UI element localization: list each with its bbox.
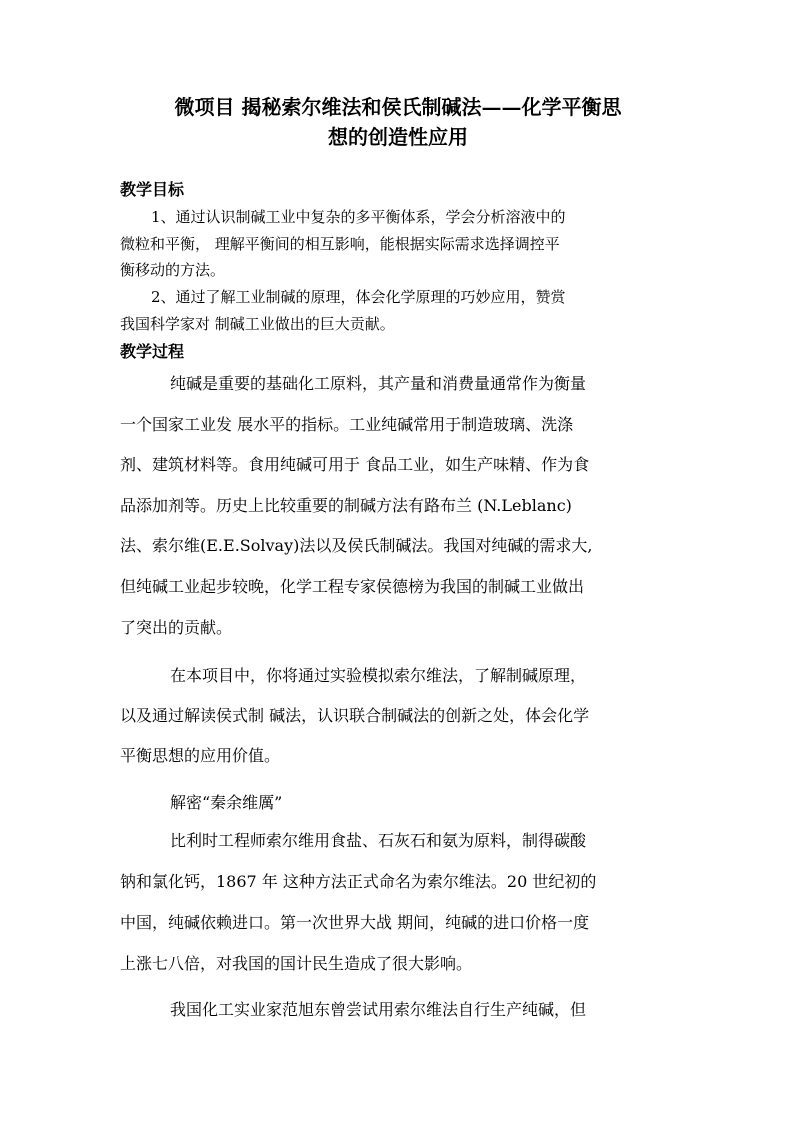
para2-line-2: 以及通过解读侯式制 碱法，认识联合制碱法的创新之处，体会化学 (120, 706, 590, 725)
para1-line-6: 但纯碱工业起步较晚，化学工程专家侯德榜为我国的制碱工业做出 (120, 577, 585, 596)
para1-line-4: 品添加剂等。历史上比较重要的制碱方法有路布兰 (N.Leblanc) (120, 496, 572, 515)
para3-line-4: 上涨七八倍，对我国的国计民生造成了很大影响。 (120, 954, 473, 973)
para1-line-5: 法、索尔维(E.E.Solvay)法以及侯氏制碱法。我国对纯碱的需求大, (120, 536, 593, 555)
process-heading: 教学过程 (120, 342, 185, 361)
section-subheading: 解密“秦余维厲” (170, 793, 283, 812)
para1-line-3: 剂、建筑材料等。食用纯碱可用于 食品工业，如生产味精、作为食 (120, 455, 590, 474)
goal-1-line-1: 1、通过认识制碱工业中复杂的多平衡体系，学会分析溶液中的 (151, 208, 566, 226)
document-title (118, 92, 678, 152)
para1-line-1: 纯碱是重要的基础化工原料，其产量和消费量通常作为衡量 (170, 374, 587, 393)
para3-line-1: 比利时工程师索尔维用食盐、石灰石和氨为原料，制得碳酸 (170, 831, 587, 850)
title-line-1: 微项目 揭秘索尔维法和侯氏制碱法——化学平衡思 (174, 95, 622, 119)
para2-line-3: 平衡思想的应用价值。 (120, 746, 281, 765)
goal-1-line-3: 衡移动的方法。 (120, 261, 226, 279)
para1-line-2: 一个国家工业发 展水平的指标。工业纯碱常用于制造玻璃、洗涤 (120, 415, 574, 434)
goals-heading: 教学目标 (120, 180, 185, 199)
para3-line-3: 中国，纯碱依赖进口。第一次世界大战 期间，纯碱的进口价格一度 (120, 913, 590, 932)
title-line-2: 想的创造性应用 (328, 125, 468, 149)
para3-line-2: 钠和氯化钙，1867 年 这种方法正式命名为索尔维法。20 世纪初的 (120, 872, 597, 891)
para1-line-7: 了突出的贡献。 (120, 618, 233, 637)
goal-1-line-2: 微粒和平衡， 理解平衡间的相互影响，能根据实际需求选择调控平 (120, 235, 560, 253)
para2-line-1: 在本项目中，你将通过实验模拟索尔维法，了解制碱原理， (170, 666, 587, 685)
para4-line-1: 我国化工实业家范旭东曾尝试用索尔维法自行生产纯碱，但 (170, 1000, 587, 1019)
goal-2-line-2: 我国科学家对 制碱工业做出的巨大贡献。 (120, 315, 395, 333)
goal-2-line-1: 2、通过了解工业制碱的原理，体会化学原理的巧妙应用，赞赏 (151, 288, 566, 306)
